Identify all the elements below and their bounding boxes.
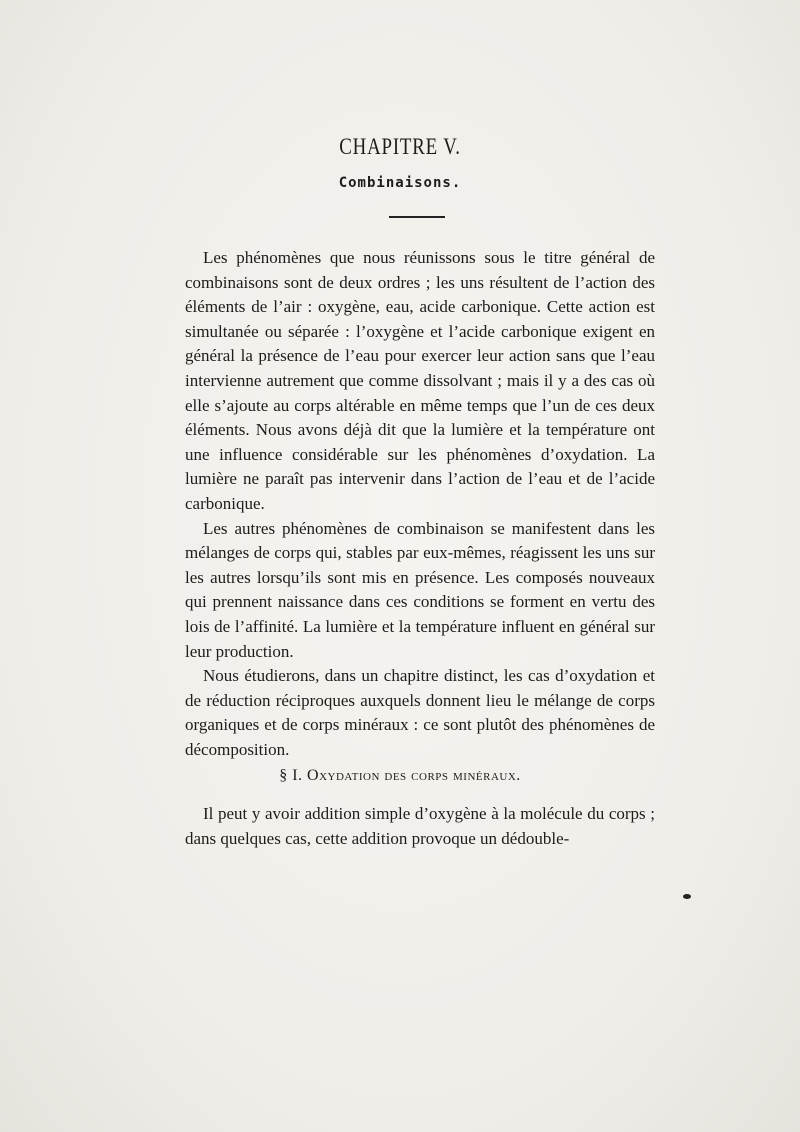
paragraph-2: Les autres phénomènes de combinaison se manifestent dans les mélanges de corps qui, stables par eux-mêmes, réagissent les uns sur les autres lorsqu’ils sont mis en présence. Les composés nouveaux qui prennent naissance dans ces conditions se forment en vertu des lois de l’affinité. La lumière et la température influent en général sur leur production. — [185, 518, 655, 661]
paragraph-1: Les phénomènes que nous réunissons sous le titre général de combinaisons sont de deux ordres ; les uns résultent de l’action des éléments de l’air : oxygène, eau, acide carbonique. Cette action est simultanée ou séparée : l’oxygène et l’acide carbonique exigent en général la présence de l’eau pour exercer leur action sans que l’eau intervienne autrement que comme dissolvant ; mais il y a des cas où elle s’ajoute au corps altérable en même temps que l’un de ces deux éléments. Nous avons déjà dit que la lumière et la température ont une influence considérable sur les phénomènes d’oxydation. La lumière ne paraît pas intervenir dans l’action de l’eau et de l’acide carbonique. — [185, 248, 655, 513]
section-heading — [0, 767, 800, 785]
chapter-title: CHAPITRE V. — [339, 134, 461, 159]
chapter-subtitle: Combinaisons. — [338, 175, 462, 191]
title-rule — [389, 216, 445, 218]
paragraph-3: Nous étudierons, dans un chapitre distinct, les cas d’oxydation et de réduction réciproques auxquels donnent lieu le mélange de corps organiques et de corps minéraux : ce sont plutôt des phénomènes de décomposition. — [185, 666, 655, 759]
paragraph-4: Il peut y avoir addition simple d’oxygène à la molécule du corps ; dans quelques cas, cette addition provoque un dédouble- — [185, 804, 655, 848]
section-title: Oxydation des corps minéraux. — [307, 767, 521, 784]
bleed-through-shadow — [180, 40, 740, 220]
ink-speck — [683, 894, 691, 899]
body-text — [185, 246, 655, 762]
section-mark: § I. — [279, 767, 303, 784]
